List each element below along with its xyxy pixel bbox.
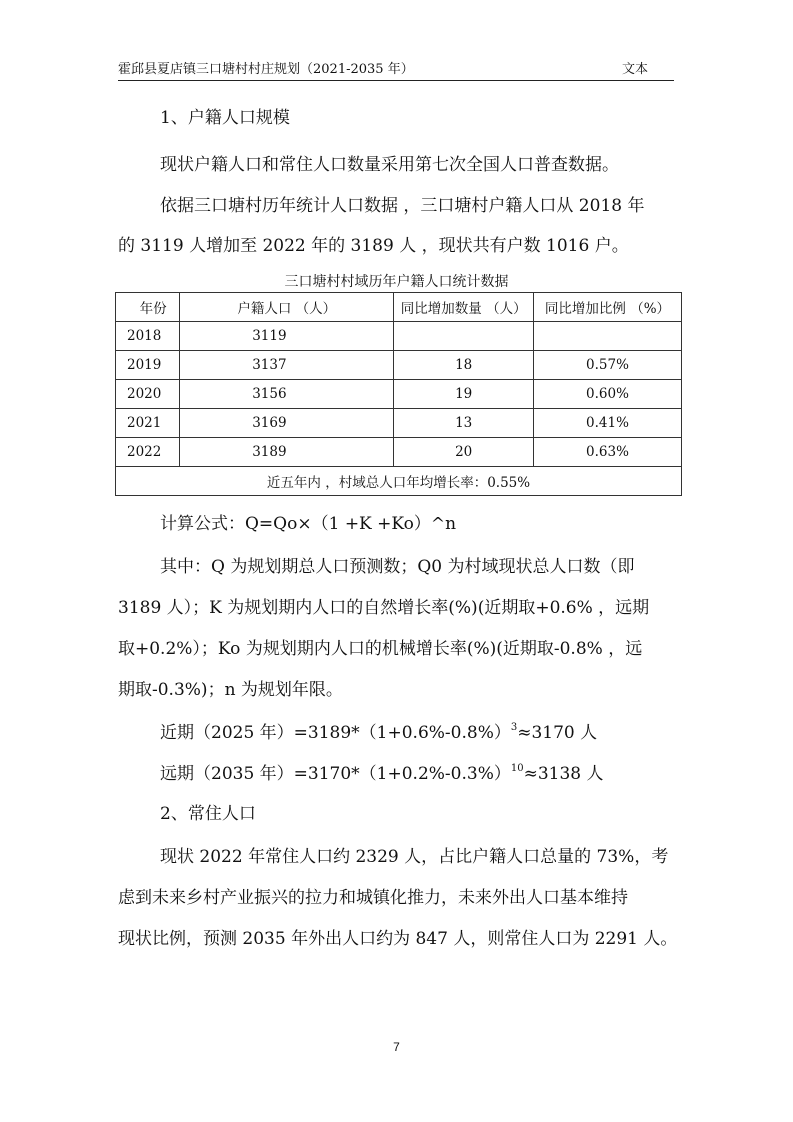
cell-year: 2021 xyxy=(116,409,180,438)
cell-year: 2018 xyxy=(116,322,180,351)
table-footer: 近五年内 ，村域总人口年均增长率：0.55% xyxy=(116,467,682,496)
table-footer-row xyxy=(116,467,682,496)
table-row xyxy=(116,380,682,409)
far-term-exponent: 10 xyxy=(510,763,524,774)
table-row xyxy=(116,409,682,438)
header-doc-type: 文本 xyxy=(621,62,648,77)
cell-increase: 19 xyxy=(394,380,534,409)
cell-increase: 13 xyxy=(394,409,534,438)
cell-population: 3189 xyxy=(180,438,394,467)
far-term-result: ≈3138 人 xyxy=(523,764,604,784)
near-term-expression: 近期（2025 年）=3189*（1+0.6%-0.8%） xyxy=(160,723,511,743)
paragraph: 依据三口塘村历年统计人口数据 ，三口塘村户籍人口从 2018 年 xyxy=(160,196,645,216)
paragraph: 取+0.2%）；Ko 为规划期内人口的机械增长率(%)(近期取-0.8% ，远 xyxy=(118,639,643,659)
formula-line: 计算公式：Q=Qo×（1 +K +Ko）^n xyxy=(160,514,457,534)
far-term-calculation xyxy=(160,759,720,784)
cell-rate xyxy=(533,322,681,351)
cell-rate: 0.63% xyxy=(533,438,681,467)
column-header-increase: 同比增加数量 （人） xyxy=(394,293,534,322)
cell-rate: 0.41% xyxy=(533,409,681,438)
paragraph: 虑到未来乡村产业振兴的拉力和城镇化推力，未来外出人口基本维持 xyxy=(118,888,628,908)
cell-population: 3119 xyxy=(180,322,394,351)
header-title: 霍邱县夏店镇三口塘村村庄规划（2021-2035 年） xyxy=(118,62,414,77)
cell-increase: 18 xyxy=(394,351,534,380)
far-term-expression: 远期（2035 年）=3170*（1+0.2%-0.3%） xyxy=(160,764,511,784)
cell-rate: 0.60% xyxy=(533,380,681,409)
section-2-heading: 2、常住人口 xyxy=(160,804,256,824)
cell-population: 3137 xyxy=(180,351,394,380)
near-term-calculation xyxy=(160,718,720,743)
table-row xyxy=(116,438,682,467)
column-header-population: 户籍人口 （人） xyxy=(180,293,394,322)
paragraph: 其中：Q 为规划期总人口预测数；Q0 为村域现状总人口数（即 xyxy=(160,557,635,577)
cell-year: 2019 xyxy=(116,351,180,380)
paragraph: 现状 2022 年常住人口约 2329 人，占比户籍人口总量的 73%，考 xyxy=(160,847,669,867)
column-header-year: 年份 xyxy=(116,293,180,322)
section-1-heading: 1、户籍人口规模 xyxy=(160,108,290,128)
table-row xyxy=(116,351,682,380)
paragraph: 期取-0.3%)；n 为规划年限。 xyxy=(118,680,343,700)
cell-increase xyxy=(394,322,534,351)
table-header-row xyxy=(116,293,682,322)
column-header-rate: 同比增加比例 （%） xyxy=(533,293,681,322)
paragraph: 现状比例，预测 2035 年外出人口约为 847 人，则常住人口为 2291 人。 xyxy=(118,929,678,949)
paragraph: 3189 人）；K 为规划期内人口的自然增长率(%)(近期取+0.6% ，远期 xyxy=(118,598,650,618)
table-row xyxy=(116,322,682,351)
paragraph: 现状户籍人口和常住人口数量采用第七次全国人口普查数据。 xyxy=(160,155,619,175)
cell-population: 3156 xyxy=(180,380,394,409)
page-header xyxy=(118,56,674,81)
page-number: 7 xyxy=(393,1040,400,1054)
table-title: 三口塘村村域历年户籍人口统计数据 xyxy=(284,274,509,290)
cell-rate: 0.57% xyxy=(533,351,681,380)
cell-increase: 20 xyxy=(394,438,534,467)
near-term-result: ≈3170 人 xyxy=(517,723,598,743)
population-table xyxy=(115,292,682,496)
cell-year: 2022 xyxy=(116,438,180,467)
cell-population: 3169 xyxy=(180,409,394,438)
cell-year: 2020 xyxy=(116,380,180,409)
paragraph: 的 3119 人增加至 2022 年的 3189 人 ，现状共有户数 1016 户。 xyxy=(118,236,629,256)
near-term-exponent: 3 xyxy=(510,722,518,733)
